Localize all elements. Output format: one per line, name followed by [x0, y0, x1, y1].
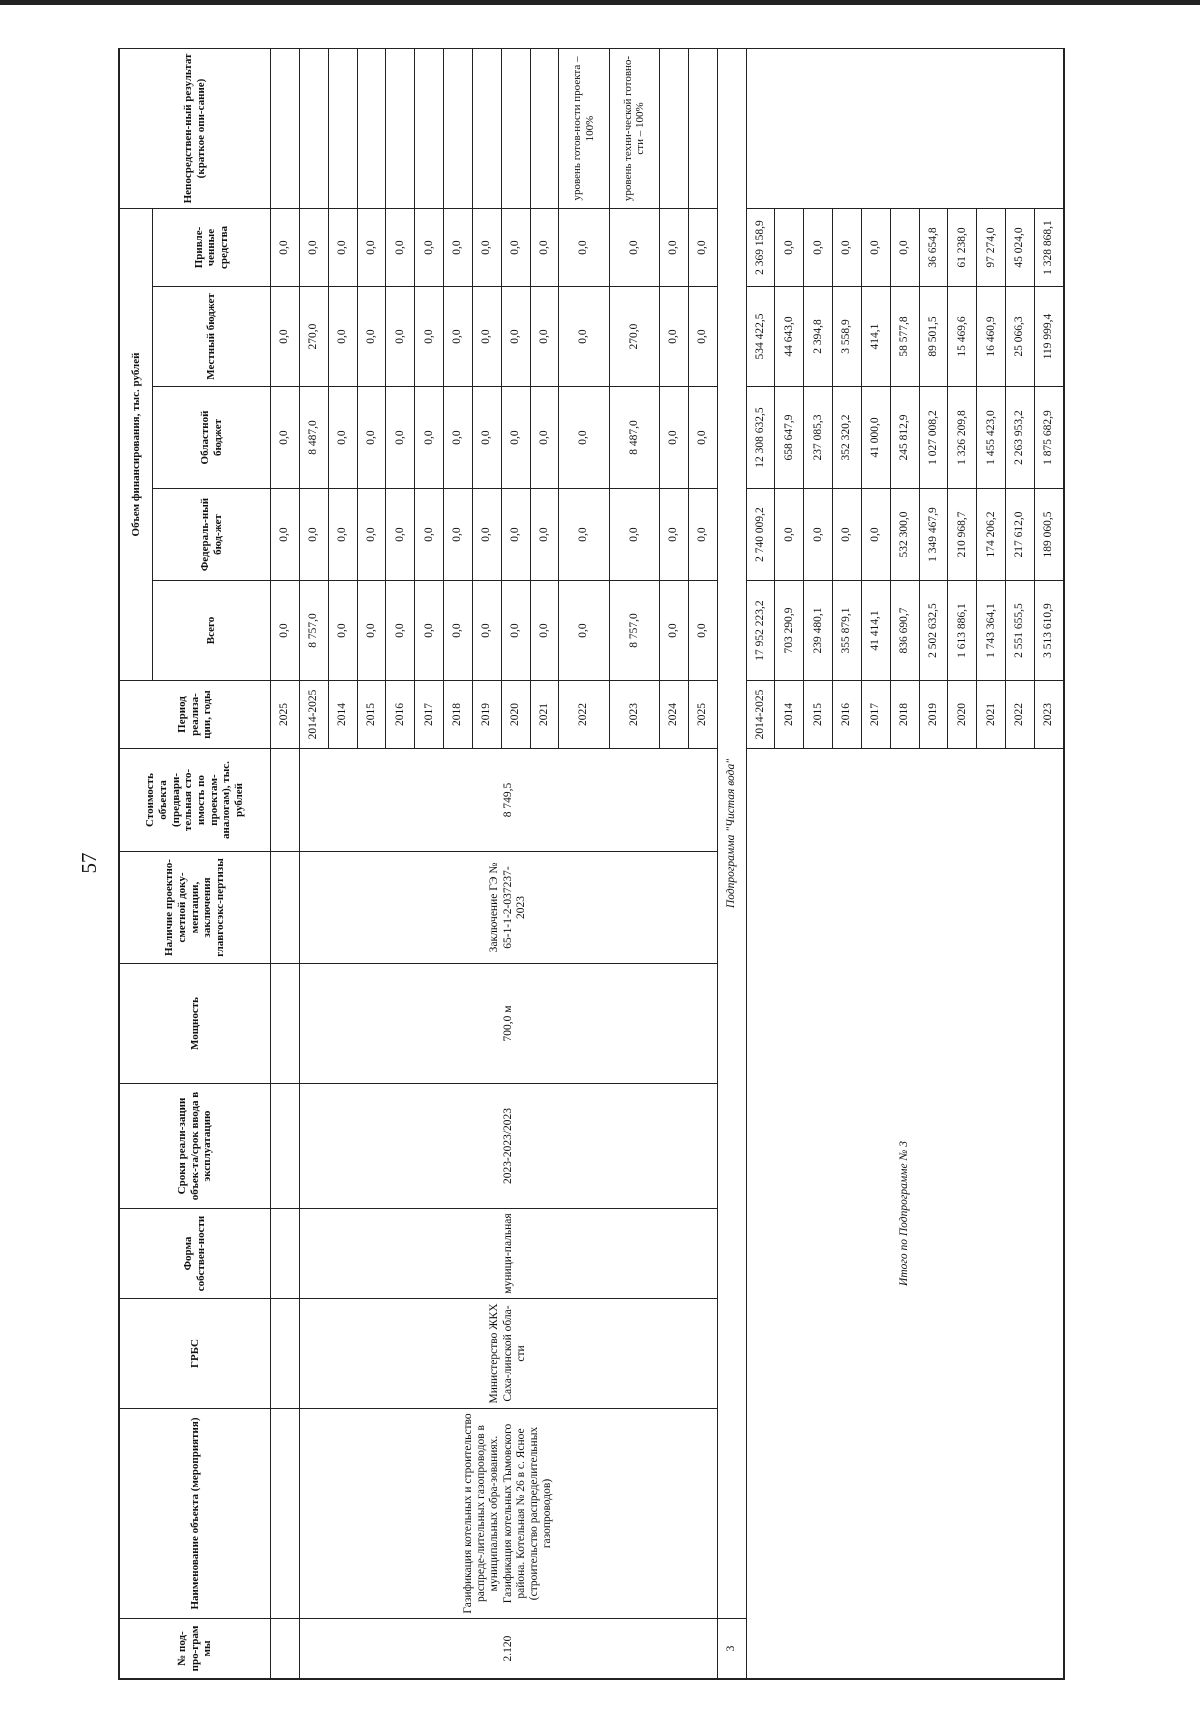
cell-year: 2015 — [804, 681, 833, 749]
header-cost: Стоимость объекта (предвари-тельная сто-имость по проектам-аналогам), тыс. рублей — [120, 749, 271, 852]
cell-total: 2 551 655,5 — [1006, 581, 1035, 681]
cell-regional: 0,0 — [559, 387, 609, 489]
cell-empty — [271, 1209, 300, 1299]
cell-empty — [271, 749, 300, 852]
cell-regional: 0,0 — [501, 387, 530, 489]
cell-total: 0,0 — [415, 581, 444, 681]
cell-local: 44 643,0 — [775, 287, 804, 387]
cell-regional: 1 455 423,0 — [977, 387, 1006, 489]
cell-regional: 0,0 — [271, 387, 300, 489]
cell-result — [501, 48, 530, 208]
cell-total: 836 690,7 — [890, 581, 919, 681]
cell-empty — [271, 1084, 300, 1209]
cell-local: 0,0 — [444, 287, 473, 387]
cell-regional: 41 000,0 — [861, 387, 890, 489]
cell-total: 355 879,1 — [833, 581, 862, 681]
cell-federal: 0,0 — [472, 489, 501, 581]
cell-federal: 189 060,5 — [1035, 489, 1064, 581]
cell-federal: 0,0 — [357, 489, 386, 581]
cell-local: 0,0 — [328, 287, 357, 387]
cell-total: 1 613 886,1 — [948, 581, 977, 681]
cell-total: 0,0 — [444, 581, 473, 681]
header-row-1 — [120, 48, 153, 1678]
object-docs: Заключение ГЭ № 65-1-1-2-037237-2023 — [299, 852, 717, 964]
cell-year: 2014 — [775, 681, 804, 749]
cell-federal: 0,0 — [833, 489, 862, 581]
cell-empty — [271, 1619, 300, 1679]
cell-federal: 0,0 — [328, 489, 357, 581]
cell-result — [415, 48, 444, 208]
cell-total: 0,0 — [271, 581, 300, 681]
header-grbs: ГРБС — [120, 1299, 271, 1409]
cell-regional: 0,0 — [660, 387, 689, 489]
cell-attracted: 1 328 868,1 — [1035, 208, 1064, 286]
cell-year: 2020 — [501, 681, 530, 749]
object-grbs: Министерство ЖКХ Саха-линской обла-сти — [299, 1299, 717, 1409]
cell-total: 2 502 632,5 — [919, 581, 948, 681]
cell-regional: 1 875 682,9 — [1035, 387, 1064, 489]
cell-year: 2014-2025 — [299, 681, 328, 749]
page-number: 57 — [77, 852, 101, 874]
cell-result — [386, 48, 415, 208]
cell-empty — [271, 1299, 300, 1409]
cell-federal: 0,0 — [559, 489, 609, 581]
document-page — [118, 48, 1065, 1680]
cell-result: уровень техни-ческой готовно-сти – 100% — [609, 48, 659, 208]
investment-table — [119, 48, 1064, 1679]
cell-local: 0,0 — [501, 287, 530, 387]
object-name: Газификация котельных и строительство распреде-лительных газопроводов в муниципальных обра-зованиях. Газификация котельных Тымовского района. Котельная № 26 в с. Ясное (строительство распределительных газопроводов) — [299, 1409, 717, 1619]
cell-local: 414,1 — [861, 287, 890, 387]
cell-year: 2018 — [444, 681, 473, 749]
cell-year: 2024 — [660, 681, 689, 749]
header-ownership: Форма собствен-ности — [120, 1209, 271, 1299]
cell-federal: 217 612,0 — [1006, 489, 1035, 581]
cell-year: 2018 — [890, 681, 919, 749]
cell-attracted: 0,0 — [444, 208, 473, 286]
cell-local: 0,0 — [660, 287, 689, 387]
cell-attracted: 0,0 — [688, 208, 717, 286]
cell-regional: 1 027 008,2 — [919, 387, 948, 489]
cell-year: 2014-2025 — [746, 681, 775, 749]
cell-attracted: 0,0 — [775, 208, 804, 286]
cell-regional: 8 487,0 — [299, 387, 328, 489]
cell-regional: 245 812,9 — [890, 387, 919, 489]
subprogram-row — [717, 48, 746, 1678]
cell-result — [472, 48, 501, 208]
header-num: № под-про-грам мы — [120, 1619, 271, 1679]
cell-local: 0,0 — [271, 287, 300, 387]
cell-federal: 1 349 467,9 — [919, 489, 948, 581]
cell-federal: 0,0 — [660, 489, 689, 581]
cell-total: 0,0 — [386, 581, 415, 681]
cell-federal: 0,0 — [609, 489, 659, 581]
cell-result: уровень готов-ности проекта – 100% — [559, 48, 609, 208]
cell-local: 0,0 — [415, 287, 444, 387]
cell-federal: 0,0 — [415, 489, 444, 581]
cell-federal: 174 206,2 — [977, 489, 1006, 581]
cell-year: 2025 — [271, 681, 300, 749]
cell-attracted: 0,0 — [386, 208, 415, 286]
cell-regional: 0,0 — [444, 387, 473, 489]
cell-local: 0,0 — [559, 287, 609, 387]
table-row — [271, 48, 300, 1678]
cell-year: 2020 — [948, 681, 977, 749]
cell-empty — [271, 852, 300, 964]
cell-result — [328, 48, 357, 208]
cell-local: 0,0 — [386, 287, 415, 387]
cell-attracted: 0,0 — [660, 208, 689, 286]
cell-total: 8 757,0 — [609, 581, 659, 681]
cell-year: 2023 — [609, 681, 659, 749]
cell-total: 0,0 — [688, 581, 717, 681]
cell-attracted: 0,0 — [501, 208, 530, 286]
cell-attracted: 97 274,0 — [977, 208, 1006, 286]
cell-local: 16 460,9 — [977, 287, 1006, 387]
cell-attracted: 0,0 — [328, 208, 357, 286]
cell-attracted: 2 369 158,9 — [746, 208, 775, 286]
cell-regional: 0,0 — [328, 387, 357, 489]
cell-attracted: 0,0 — [357, 208, 386, 286]
cell-year: 2017 — [415, 681, 444, 749]
header-attracted: Привле-ченные средства — [153, 208, 271, 286]
cell-federal: 0,0 — [386, 489, 415, 581]
cell-regional: 658 647,9 — [775, 387, 804, 489]
scan-top-edge — [0, 0, 1200, 5]
header-federal: Федераль-ный бюд-жет — [153, 489, 271, 581]
cell-year: 2014 — [328, 681, 357, 749]
cell-federal: 0,0 — [688, 489, 717, 581]
cell-local: 2 394,8 — [804, 287, 833, 387]
totals-row — [746, 48, 775, 1678]
cell-attracted: 0,0 — [890, 208, 919, 286]
cell-total: 8 757,0 — [299, 581, 328, 681]
header-name: Наименование объекта (мероприятия) — [120, 1409, 271, 1619]
cell-regional: 352 320,2 — [833, 387, 862, 489]
cell-attracted: 0,0 — [804, 208, 833, 286]
cell-total: 0,0 — [357, 581, 386, 681]
header-period: Период реализа-ции, годы — [120, 681, 271, 749]
cell-regional: 12 308 632,5 — [746, 387, 775, 489]
subprogram-number: 3 — [717, 1619, 746, 1679]
cell-total: 0,0 — [660, 581, 689, 681]
cell-total: 703 290,9 — [775, 581, 804, 681]
cell-attracted: 0,0 — [861, 208, 890, 286]
cell-attracted: 0,0 — [472, 208, 501, 286]
cell-result — [271, 48, 300, 208]
object-number: 2.120 — [299, 1619, 717, 1679]
cell-total: 1 743 364,1 — [977, 581, 1006, 681]
cell-year: 2017 — [861, 681, 890, 749]
cell-local: 89 501,5 — [919, 287, 948, 387]
cell-attracted: 36 654,8 — [919, 208, 948, 286]
cell-total: 3 513 610,9 — [1035, 581, 1064, 681]
cell-federal: 0,0 — [804, 489, 833, 581]
cell-total: 17 952 223,2 — [746, 581, 775, 681]
cell-attracted: 61 238,0 — [948, 208, 977, 286]
cell-result — [444, 48, 473, 208]
cell-total: 0,0 — [501, 581, 530, 681]
cell-regional: 1 326 209,8 — [948, 387, 977, 489]
totals-label: Итого по Подпрограмме № 3 — [746, 749, 1063, 1679]
cell-federal: 0,0 — [861, 489, 890, 581]
subprogram-title: Подпрограмма "Чистая вода" — [717, 48, 746, 1618]
cell-federal: 0,0 — [271, 489, 300, 581]
cell-result — [357, 48, 386, 208]
cell-year: 2019 — [472, 681, 501, 749]
cell-attracted: 0,0 — [415, 208, 444, 286]
cell-attracted: 0,0 — [271, 208, 300, 286]
cell-regional: 237 085,3 — [804, 387, 833, 489]
cell-empty — [271, 964, 300, 1084]
cell-local: 0,0 — [688, 287, 717, 387]
cell-attracted: 0,0 — [833, 208, 862, 286]
cell-attracted: 45 024,0 — [1006, 208, 1035, 286]
object-capacity: 700,0 м — [299, 964, 717, 1084]
cell-year: 2021 — [530, 681, 559, 749]
cell-federal: 210 968,7 — [948, 489, 977, 581]
cell-regional: 0,0 — [415, 387, 444, 489]
cell-year: 2015 — [357, 681, 386, 749]
cell-regional: 8 487,0 — [609, 387, 659, 489]
cell-local: 58 577,8 — [890, 287, 919, 387]
cell-total: 239 480,1 — [804, 581, 833, 681]
cell-local: 3 558,9 — [833, 287, 862, 387]
cell-attracted: 0,0 — [609, 208, 659, 286]
cell-empty — [271, 1409, 300, 1619]
cell-result — [746, 48, 1063, 208]
header-terms: Сроки реали-зации объек-та/срок ввода в эксплуатацию — [120, 1084, 271, 1209]
cell-year: 2016 — [833, 681, 862, 749]
cell-federal: 0,0 — [299, 489, 328, 581]
cell-total: 41 414,1 — [861, 581, 890, 681]
cell-regional: 0,0 — [688, 387, 717, 489]
cell-local: 15 469,6 — [948, 287, 977, 387]
object-cost: 8 749,5 — [299, 749, 717, 852]
header-local: Местный бюджет — [153, 287, 271, 387]
cell-federal: 532 300,0 — [890, 489, 919, 581]
cell-total: 0,0 — [559, 581, 609, 681]
header-funding: Объем финансирования, тыс. рублей — [120, 208, 153, 680]
cell-total: 0,0 — [328, 581, 357, 681]
object-ownership: муници-пальная — [299, 1209, 717, 1299]
cell-attracted: 0,0 — [559, 208, 609, 286]
header-result: Непосредствен-ный результат (краткое опи-сание) — [120, 48, 271, 208]
cell-regional: 2 263 953,2 — [1006, 387, 1035, 489]
cell-year: 2022 — [559, 681, 609, 749]
cell-attracted: 0,0 — [299, 208, 328, 286]
cell-federal: 0,0 — [530, 489, 559, 581]
cell-local: 0,0 — [472, 287, 501, 387]
cell-result — [688, 48, 717, 208]
cell-total: 0,0 — [472, 581, 501, 681]
cell-result — [660, 48, 689, 208]
header-capacity: Мощность — [120, 964, 271, 1084]
cell-regional: 0,0 — [386, 387, 415, 489]
cell-year: 2021 — [977, 681, 1006, 749]
cell-local: 270,0 — [609, 287, 659, 387]
table-row — [299, 48, 328, 1678]
header-total: Всего — [153, 581, 271, 681]
cell-federal: 2 740 009,2 — [746, 489, 775, 581]
cell-year: 2025 — [688, 681, 717, 749]
cell-local: 270,0 — [299, 287, 328, 387]
object-terms: 2023-2023/2023 — [299, 1084, 717, 1209]
cell-local: 534 422,5 — [746, 287, 775, 387]
cell-federal: 0,0 — [444, 489, 473, 581]
cell-total: 0,0 — [530, 581, 559, 681]
cell-federal: 0,0 — [775, 489, 804, 581]
header-regional: Областной бюджет — [153, 387, 271, 489]
header-docs: Наличие проектно-сметной доку-ментации, заключения главгосэкс-пертизы — [120, 852, 271, 964]
cell-local: 0,0 — [357, 287, 386, 387]
cell-result — [299, 48, 328, 208]
cell-regional: 0,0 — [357, 387, 386, 489]
cell-attracted: 0,0 — [530, 208, 559, 286]
cell-regional: 0,0 — [472, 387, 501, 489]
cell-year: 2019 — [919, 681, 948, 749]
cell-local: 119 999,4 — [1035, 287, 1064, 387]
cell-local: 0,0 — [530, 287, 559, 387]
cell-local: 25 066,3 — [1006, 287, 1035, 387]
cell-year: 2022 — [1006, 681, 1035, 749]
cell-year: 2023 — [1035, 681, 1064, 749]
cell-result — [530, 48, 559, 208]
cell-federal: 0,0 — [501, 489, 530, 581]
landscape-table-wrapper — [119, 49, 1064, 1679]
cell-regional: 0,0 — [530, 387, 559, 489]
cell-year: 2016 — [386, 681, 415, 749]
